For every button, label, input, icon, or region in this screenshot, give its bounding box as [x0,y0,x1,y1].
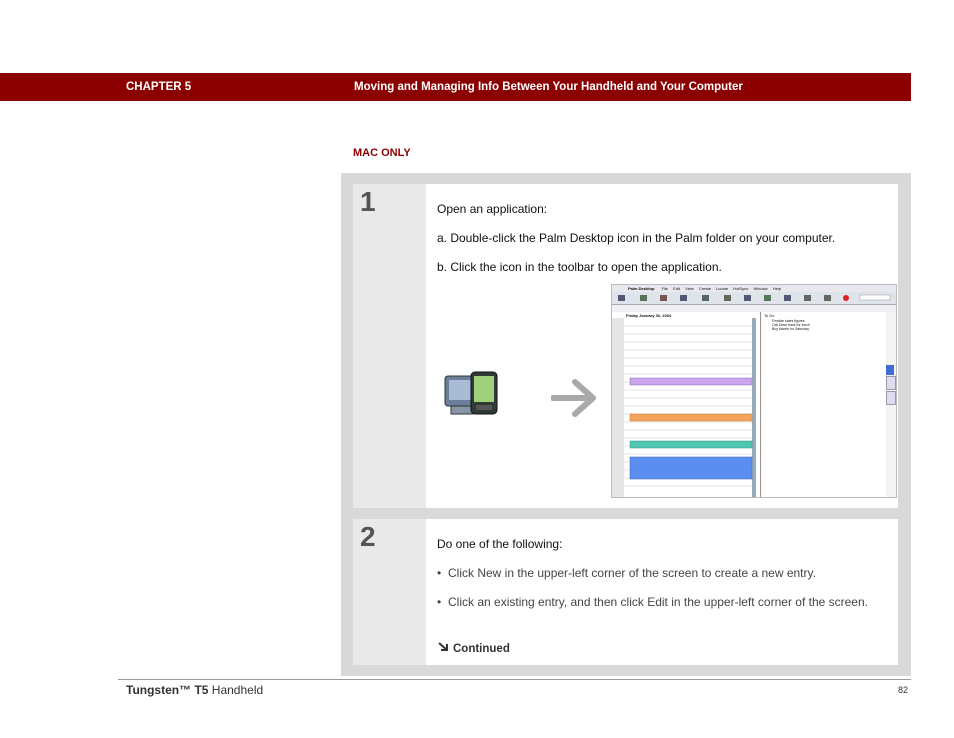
continued-link[interactable] [437,641,510,655]
screenshot-side-tabs [886,365,894,405]
screenshot-todo-item: Call Dave back for lunch [772,323,810,327]
screenshot-menu-window: Window [753,286,768,291]
screenshot-todo-item: Finalize sales figures [772,319,805,323]
screenshot-menubar [612,285,896,292]
screenshot-menu-hotsync: HotSync [733,286,749,291]
bullet-dot: • [437,566,442,580]
step-number-column [353,519,426,665]
screenshot-day-view [612,312,761,497]
screenshot-menu-create: Create [698,286,711,291]
step-number: 2 [360,521,376,552]
step-number-column [353,184,426,508]
bullet-item [437,594,877,610]
screenshot-date: Friday January 30, 2004 [626,313,672,318]
chapter-title: Moving and Managing Info Between Your Handheld and Your Computer [354,81,743,93]
step-item-b: b. Click the icon in the toolbar to open the application. [437,260,722,274]
palm-desktop-icon [443,370,503,422]
screenshot-menu-file: File [661,286,669,291]
palm-desktop-screenshot [611,284,897,498]
chapter-header [0,73,911,101]
bullet-text: Click New in the upper-left corner of the screen to create a new entry. [448,566,816,580]
screenshot-menu-edit: Edit [673,286,681,291]
chapter-number: CHAPTER 5 [126,81,192,93]
bullet-dot: • [437,595,442,609]
screenshot-todo-label: To Do [764,313,775,318]
screenshot-window-controls [612,305,896,312]
step-intro: Do one of the following: [437,537,563,551]
section-label: MAC ONLY [353,147,411,159]
down-right-arrow-icon [437,641,449,652]
continued-label: Continued [453,643,510,655]
step-number: 1 [360,186,376,217]
screenshot-app-title: Palm Desktop [628,286,655,291]
bullet-item [437,565,877,581]
screenshot-todo-item: Buy tickets for Saturday [772,327,809,331]
screenshot-todo-panel [762,312,886,497]
right-arrow-icon [551,378,597,418]
screenshot-menu-view: View [685,286,694,291]
screenshot-menu-locate: Locate [716,286,729,291]
step-1 [353,184,898,508]
step-intro: Open an application: [437,202,548,216]
footer-product-name: Handheld [208,683,264,697]
footer-product [126,683,263,697]
screenshot-toolbar-icons [612,293,896,305]
step-2 [353,519,898,665]
footer-brand: Tungsten™ T5 [126,683,209,697]
screenshot-toolbar [612,292,896,305]
screenshot-day-grid [612,312,760,497]
screenshot-menu-help: Help [772,286,782,291]
bullet-text: Click an existing entry, and then click Edit in the upper-left corner of the screen. [448,595,868,609]
footer-divider [118,679,911,680]
step-item-a: a. Double-click the Palm Desktop icon in the Palm folder on your computer. [437,231,836,245]
page-number: 82 [898,685,909,695]
